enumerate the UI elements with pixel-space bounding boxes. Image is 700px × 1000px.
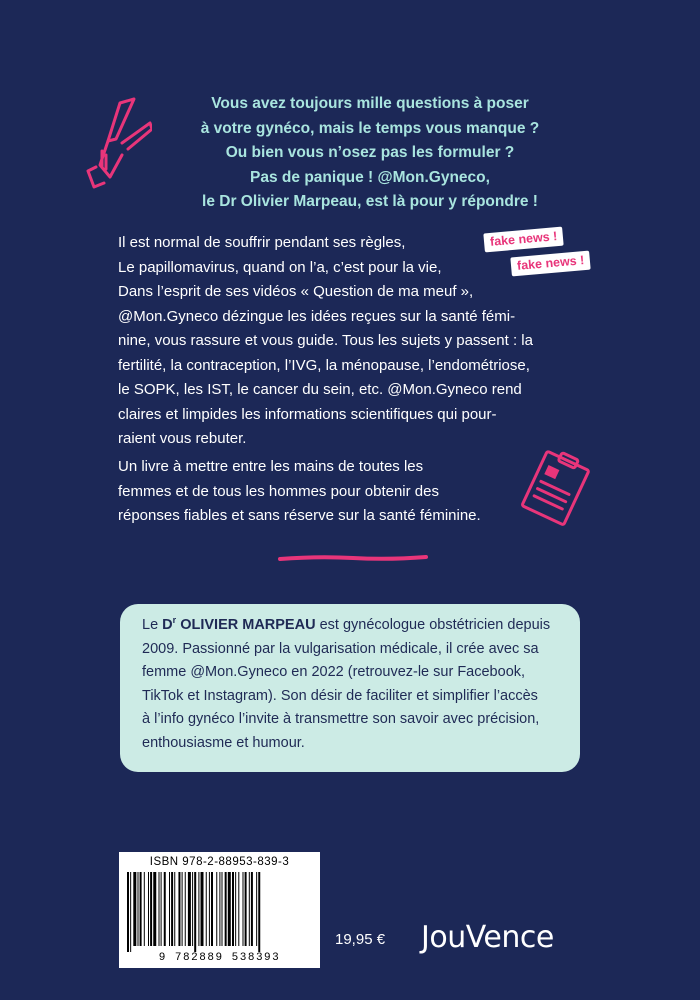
barcode-bar <box>232 872 234 946</box>
barcode-bar <box>182 872 183 946</box>
barcode-bar <box>258 872 260 952</box>
intro-paragraph <box>150 92 590 215</box>
barcode-bar <box>140 872 142 946</box>
barcode-bar <box>178 872 180 946</box>
barcode-bar <box>201 872 204 946</box>
body-line: claires et limpides les informations scientifiques qui pour- <box>118 405 497 423</box>
barcode-bar <box>235 872 236 946</box>
barcode-bar <box>209 872 210 946</box>
barcode-bar <box>216 872 217 946</box>
barcode-bar <box>185 872 186 946</box>
isbn-number: ISBN 978-2-88953-839-3 <box>149 856 290 868</box>
barcode-bar <box>219 872 220 946</box>
bio-line1-rest: est gynécologue obstétricien depuis <box>315 617 551 633</box>
body-line: @Mon.Gyneco dézingue les idées reçues sur la santé fémi- <box>118 307 516 325</box>
barcode-bar <box>228 872 231 946</box>
bio-line: à l’info gynéco l’invite à transmettre son savoir avec précision, <box>142 711 540 727</box>
body-line: Le papillomavirus, quand on l’a, c’est pour la vie, <box>118 258 442 276</box>
bio-line: femme @Mon.Gyneco en 2022 (retrouvez-le sur Facebook, <box>142 664 526 680</box>
bio-line: enthousiasme et humour. <box>142 734 305 751</box>
barcode-bar <box>153 872 156 946</box>
barcode-bar <box>238 872 239 946</box>
divider-line <box>278 552 428 564</box>
intro-line: à votre gynéco, mais le temps vous manque ? <box>200 119 540 137</box>
barcode-bar <box>251 872 253 946</box>
body-line: fertilité, la contraception, l’IVG, la ménopause, l’endométriose, <box>118 356 530 374</box>
body-line: Dans l’esprit de ses vidéos « Question de ma meuf », <box>118 283 474 300</box>
body-line: le SOPK, les IST, le cancer du sein, etc. @Mon.Gyneco rend <box>118 381 522 398</box>
body-line: raient vous rebuter. <box>118 430 247 447</box>
barcode-bar <box>256 872 257 946</box>
barcode-bar <box>164 872 166 946</box>
price-label: 19,95 € <box>335 931 386 948</box>
intro-line: Ou bien vous n’osez pas les formuler ? <box>225 144 515 161</box>
barcode-bar <box>159 872 160 946</box>
barcode-bar <box>194 872 196 952</box>
isbn-barcode <box>119 852 320 968</box>
intro-line: Vous avez toujours mille questions à poser <box>211 95 529 112</box>
intro-line: Pas de panique ! @Mon.Gyneco, <box>250 168 490 186</box>
barcode-bar <box>144 872 145 946</box>
barcode-bar <box>174 872 175 946</box>
barcode-bar <box>222 872 223 946</box>
author-name-text: OLIVIER MARPEAU <box>176 617 316 633</box>
barcode-bar <box>150 872 152 946</box>
barcode-bar <box>225 872 227 946</box>
body-paragraph-2 <box>118 455 593 529</box>
barcode-bar <box>192 872 193 946</box>
barcode-bar <box>127 872 129 952</box>
barcode-bar <box>171 872 173 946</box>
bio-line: TikTok et Instagram). Son désir de faciliter et simplifier l’accès <box>142 687 538 704</box>
bio-line <box>142 614 562 638</box>
author-name <box>162 617 315 633</box>
ean-number: 9 782889 538393 <box>158 952 281 964</box>
barcode-bar <box>198 872 199 946</box>
fake-news-stamp: fake news ! <box>483 227 564 253</box>
barcode-bar <box>206 872 207 946</box>
author-title-sup: r <box>172 615 177 626</box>
bio-line: 2009. Passionné par la vulgarisation médicale, il crée avec sa <box>142 640 539 657</box>
fake-news-stamp: fake news ! <box>510 251 591 277</box>
barcode-bar <box>188 872 191 946</box>
publisher-logo: JouVence <box>421 920 554 955</box>
barcode-bar <box>148 872 149 946</box>
author-title: D <box>162 617 173 633</box>
barcode-bar <box>211 872 213 946</box>
body-line: Un livre à mettre entre les mains de toutes les <box>118 458 424 475</box>
bio-prefix: Le <box>142 617 163 633</box>
speculum-icon <box>82 95 152 190</box>
barcode-bar <box>243 872 244 946</box>
body-line: Il est normal de souffrir pendant ses règles, <box>118 234 406 251</box>
body-line: femmes et de tous les hommes pour obtenir des <box>118 482 439 500</box>
body-line: nine, vous rassure et vous guide. Tous les sujets y passent : la <box>118 332 533 349</box>
barcode-bars <box>125 872 314 952</box>
barcode-bar <box>138 872 139 946</box>
barcode-bar <box>130 872 131 952</box>
barcode-bar <box>245 872 247 946</box>
barcode-bar <box>133 872 136 946</box>
body-line: réponses fiables et sans réserve sur la santé féminine. <box>118 507 481 524</box>
barcode-bar <box>169 872 170 946</box>
barcode-bar <box>161 872 162 946</box>
barcode-bar <box>249 872 250 946</box>
author-bio-box <box>120 604 580 772</box>
intro-line: le Dr Olivier Marpeau, est là pour y répondre ! <box>202 193 538 210</box>
